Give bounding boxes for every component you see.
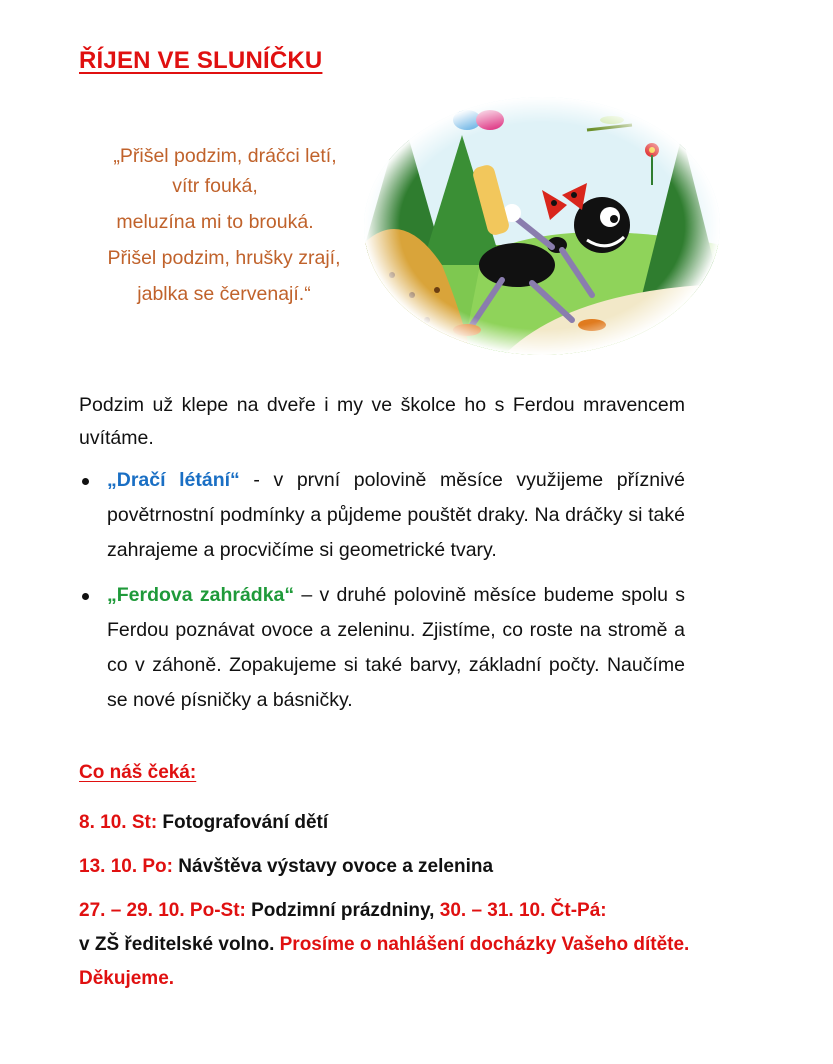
event-desc: Návštěva výstavy ovoce a zelenina	[173, 856, 494, 877]
poem	[70, 138, 360, 312]
events-section	[79, 760, 699, 996]
poem-line-4: Přišel podzim, hrušky zrají,	[107, 247, 341, 269]
bullet-icon	[82, 593, 89, 600]
activity-text: - v první polovině měsíce využijeme příznivé povětrnostní podmínky a půjdeme pouštět draky. Na dráčky si také zahrajeme a procvičíme si geometrické tvary.	[107, 469, 685, 561]
activity-title: „Dračí létání“	[107, 469, 240, 491]
intro-paragraph: Podzim už klepe na dveře i my ve školce ho s Ferdou mravencem uvítáme.	[79, 394, 685, 449]
activities-list	[79, 463, 685, 728]
event-desc: Fotografování dětí	[157, 812, 329, 833]
event-item	[79, 850, 699, 884]
event-desc: Podzimní prázdniny,	[245, 900, 440, 921]
activity-title: „Ferdova zahrádka“	[107, 584, 295, 606]
list-item	[79, 463, 685, 568]
poem-line-2: vítr fouká,	[172, 175, 258, 197]
event-date: 30. – 31. 10. Čt-Pá:	[439, 900, 607, 921]
activity-text: – v druhé polovině měsíce budeme spolu s Ferdou poznávat ovoce a zeleninu. Zjistíme, co roste na stromě a co v záhoně. Zopakujeme si také barvy, základní počty. Naučíme se nové písničky a básničky.	[107, 584, 685, 711]
bullet-icon	[82, 478, 89, 485]
page-title: ŘÍJEN VE SLUNÍČKU	[79, 47, 323, 74]
event-date: 27. – 29. 10. Po-St:	[79, 900, 246, 921]
event-item	[79, 806, 699, 840]
attendance-note: Prosíme o nahlášení docházky Vašeho dítěte. Děkujeme.	[79, 934, 690, 989]
list-item	[79, 578, 685, 718]
poem-line-1: „Přišel podzim, dráčci letí,	[113, 145, 337, 167]
poem-line-5: jablka se červenají.“	[137, 283, 311, 305]
event-desc: v ZŠ ředitelské volno.	[79, 934, 275, 955]
events-heading: Co náš čeká:	[79, 762, 197, 783]
ferda-ant-illustration	[362, 95, 722, 357]
event-item	[79, 894, 699, 996]
event-date: 8. 10. St:	[79, 812, 158, 833]
event-date: 13. 10. Po:	[79, 856, 173, 877]
poem-line-3: meluzína mi to brouká.	[116, 211, 314, 233]
